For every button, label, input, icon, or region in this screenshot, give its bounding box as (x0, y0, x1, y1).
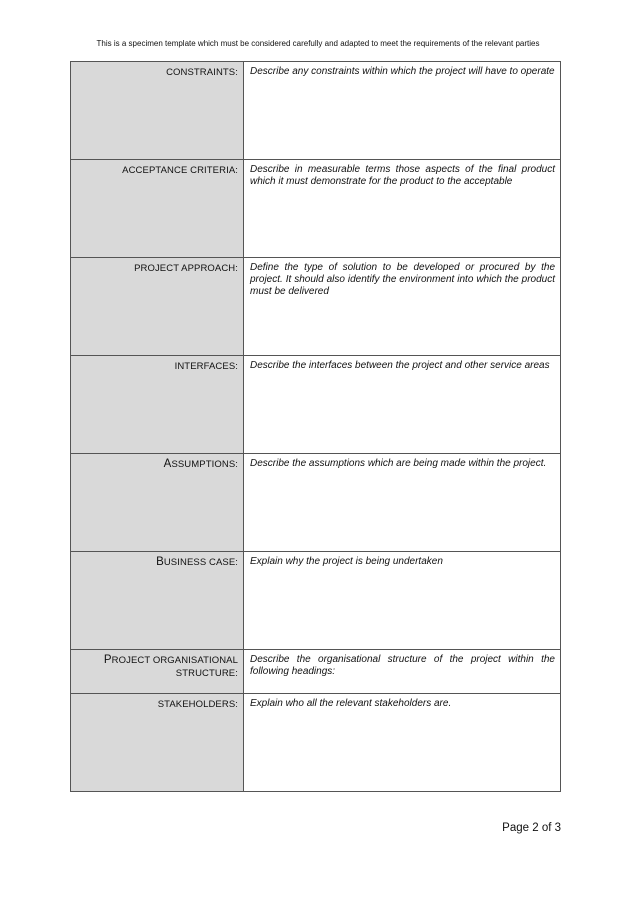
row-label: USINESS CASE: (163, 557, 238, 568)
label-cell (71, 160, 244, 258)
label-cell (71, 694, 244, 792)
label-cell (71, 356, 244, 454)
label-cell (71, 258, 244, 356)
row-label: ACCEPTANCE CRITERIA: (122, 165, 238, 176)
row-label-initial: B (156, 556, 164, 568)
row-description: Explain who all the relevant stakeholders are. (250, 698, 452, 709)
row-label: ROJECT ORGANISATIONAL (111, 655, 238, 666)
project-definition-table (70, 61, 561, 792)
label-cell (71, 62, 244, 160)
table-row-acceptance-criteria (71, 160, 561, 258)
description-cell (244, 62, 561, 160)
description-cell (244, 356, 561, 454)
description-cell (244, 454, 561, 552)
label-cell (71, 454, 244, 552)
table-row-stakeholders (71, 694, 561, 792)
description-cell (244, 694, 561, 792)
row-label: SSUMPTIONS: (171, 459, 238, 470)
table-row-project-organisational-structure (71, 650, 561, 694)
row-label: PROJECT APPROACH: (134, 263, 238, 274)
description-cell (244, 160, 561, 258)
row-description: Describe the organisational structure of the project within the following headings: (250, 654, 555, 677)
row-description: Describe in measurable terms those aspects of the final product which it must demonstrate for the product to the acceptable (250, 164, 555, 187)
row-label: STAKEHOLDERS: (157, 699, 238, 710)
row-description: Describe any constraints within which the project will have to operate (250, 66, 555, 77)
row-description: Explain why the project is being undertaken (250, 556, 443, 567)
specimen-template-note: This is a specimen template which must be considered carefully and adapted to meet the requirements of the relevant parties (96, 39, 540, 48)
table-row-constraints (71, 62, 561, 160)
label-cell (71, 552, 244, 650)
row-label: CONSTRAINTS: (166, 67, 238, 78)
description-cell (244, 258, 561, 356)
table-row-interfaces (71, 356, 561, 454)
row-description: Describe the assumptions which are being made within the project. (250, 458, 547, 469)
row-description: Define the type of solution to be developed or procured by the project. It should also identify the environment into which the product must be delivered (250, 262, 555, 297)
row-description: Describe the interfaces between the project and other service areas (250, 360, 550, 371)
row-label-initial: A (163, 458, 172, 470)
row-label-line2: STRUCTURE: (175, 668, 238, 679)
row-label: INTERFACES: (174, 361, 238, 372)
label-cell (71, 650, 244, 694)
row-label-initial: P (103, 654, 112, 666)
table-row-project-approach (71, 258, 561, 356)
table-row-business-case (71, 552, 561, 650)
page-number: Page 2 of 3 (502, 822, 561, 834)
description-cell (244, 552, 561, 650)
description-cell (244, 650, 561, 694)
table-row-assumptions (71, 454, 561, 552)
